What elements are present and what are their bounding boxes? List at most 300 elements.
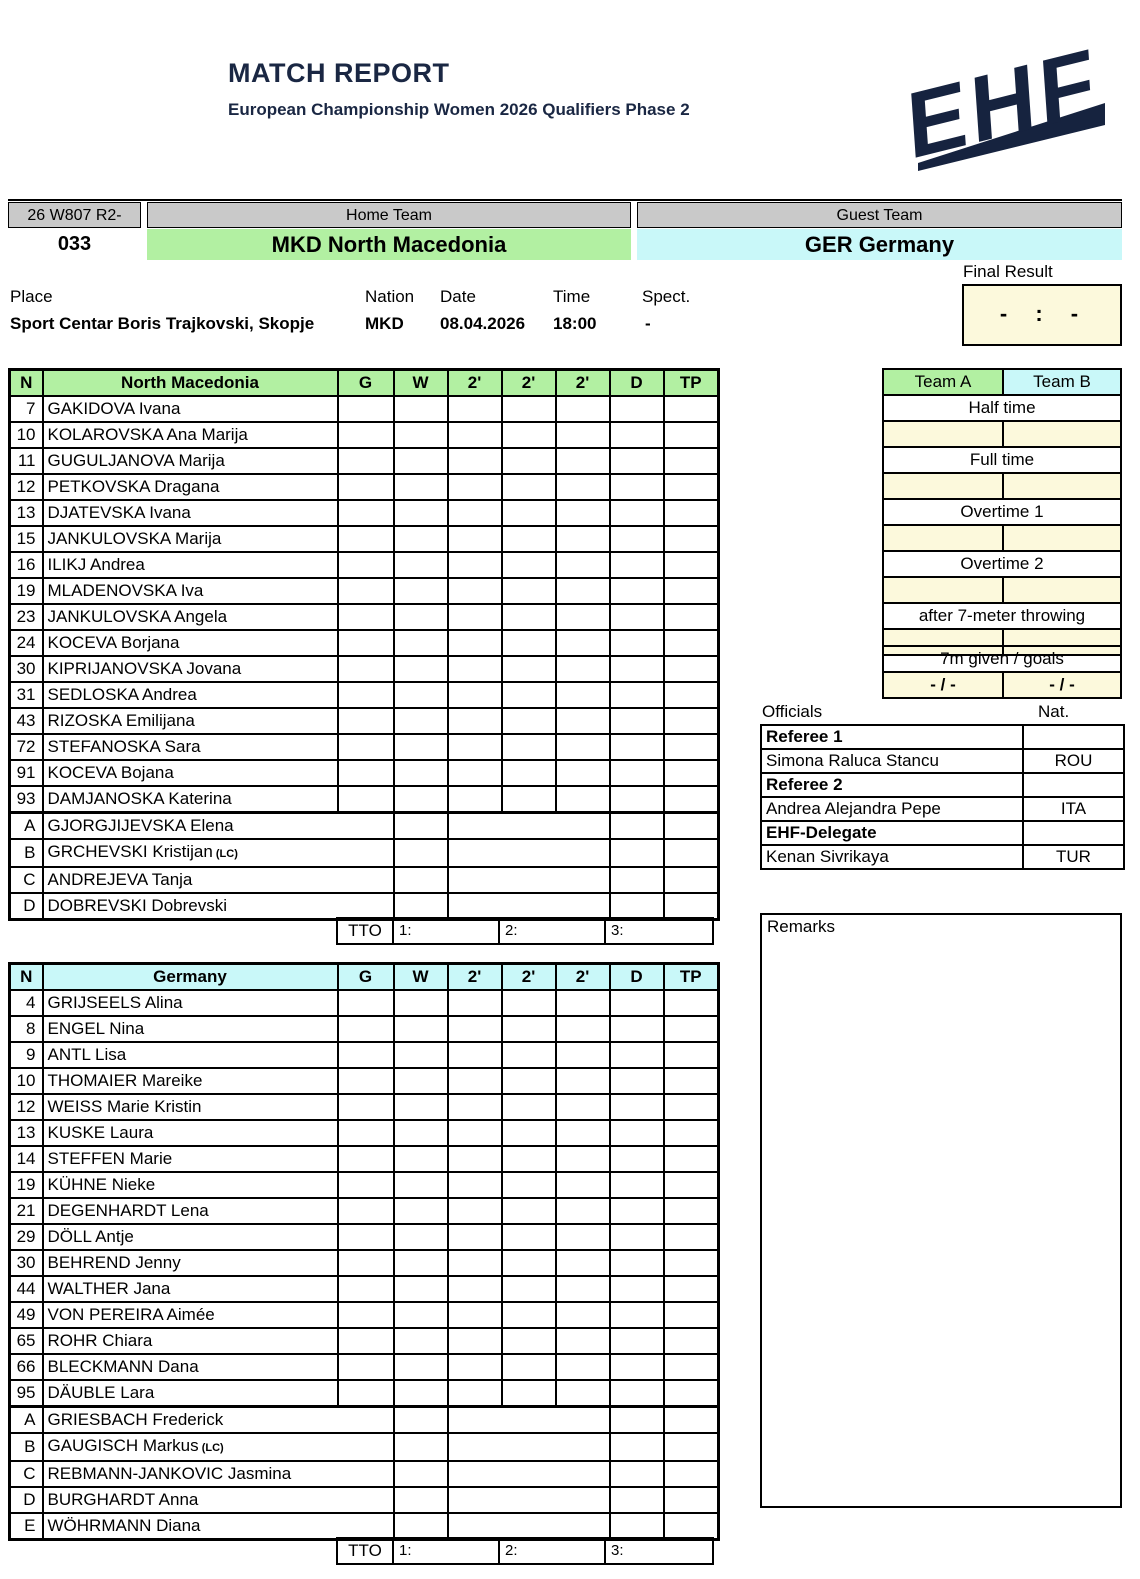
player-row — [10, 500, 719, 526]
stat-cell — [556, 1328, 610, 1354]
stat-cell — [448, 1146, 502, 1172]
player-name: BEHREND Jenny — [43, 1250, 338, 1276]
stat-cell — [610, 1068, 664, 1094]
stat-cell — [394, 839, 448, 867]
player-row — [10, 396, 719, 422]
player-number: 16 — [10, 552, 43, 578]
player-number: 11 — [10, 448, 43, 474]
player-number: 30 — [10, 1250, 43, 1276]
tto-slot-2: 2: — [499, 918, 605, 944]
stat-cell — [448, 1487, 610, 1513]
stat-cell — [610, 1016, 664, 1042]
home-team-label-cell: Home Team — [147, 202, 631, 228]
player-name: MLADENOVSKA Iva — [43, 578, 338, 604]
stat-cell — [556, 656, 610, 682]
player-name: SEDLOSKA Andrea — [43, 682, 338, 708]
stat-cell — [502, 1250, 556, 1276]
stat-cell — [448, 760, 502, 786]
player-row — [10, 656, 719, 682]
col-header: G — [338, 370, 394, 397]
official-letter: E — [10, 1513, 43, 1540]
official-letter: A — [10, 813, 43, 840]
stat-cell — [394, 1250, 448, 1276]
stat-cell — [556, 526, 610, 552]
official-role-row — [761, 725, 1124, 749]
stat-cell — [610, 786, 664, 813]
team-official-row — [10, 1513, 719, 1540]
player-row — [10, 630, 719, 656]
stat-cell — [502, 1016, 556, 1042]
nation-value: MKD — [365, 314, 404, 333]
stat-cell — [664, 526, 719, 552]
stat-cell — [502, 422, 556, 448]
stat-cell — [448, 1380, 502, 1407]
stat-cell — [556, 1016, 610, 1042]
stat-cell — [664, 1120, 719, 1146]
stat-cell — [556, 500, 610, 526]
stat-cell — [338, 682, 394, 708]
stat-cell — [394, 1354, 448, 1380]
stat-cell — [664, 867, 719, 893]
player-number: 23 — [10, 604, 43, 630]
officials-title: Officials — [762, 702, 823, 721]
stat-cell — [448, 448, 502, 474]
score-section-label-row — [883, 603, 1121, 629]
stat-cell — [610, 1224, 664, 1250]
stat-cell — [338, 474, 394, 500]
player-row — [10, 1354, 719, 1380]
stat-cell — [664, 1380, 719, 1407]
stat-cell — [556, 578, 610, 604]
player-row — [10, 1094, 719, 1120]
stat-cell — [664, 1172, 719, 1198]
stat-cell — [502, 552, 556, 578]
col-header: TP — [664, 964, 719, 991]
ehf-logo — [900, 15, 1120, 180]
score-value-b — [1003, 577, 1121, 603]
stat-cell — [610, 604, 664, 630]
stat-cell — [338, 526, 394, 552]
stat-cell — [502, 1094, 556, 1120]
stat-cell — [502, 1172, 556, 1198]
col-header: 2' — [448, 370, 502, 397]
stat-cell — [448, 1328, 502, 1354]
stat-cell — [448, 1302, 502, 1328]
official-name-row — [761, 749, 1124, 773]
score-value-b — [1003, 421, 1121, 447]
stat-cell — [338, 1198, 394, 1224]
stat-cell — [556, 448, 610, 474]
stat-cell — [394, 1461, 448, 1487]
stat-cell — [556, 1094, 610, 1120]
stat-cell — [610, 1276, 664, 1302]
team-official-row — [10, 1461, 719, 1487]
stat-cell — [610, 1198, 664, 1224]
stat-cell — [610, 990, 664, 1016]
stat-cell — [448, 839, 610, 867]
tto-slot-1: 1: — [393, 918, 499, 944]
sevenm-panel — [882, 645, 1122, 699]
stat-cell — [664, 1513, 719, 1540]
player-number: 13 — [10, 1120, 43, 1146]
player-name: DÄUBLE Lara — [43, 1380, 338, 1407]
player-name: JANKULOVSKA Angela — [43, 604, 338, 630]
stat-cell — [664, 1433, 719, 1461]
official-name: WÖHRMANN Diana — [43, 1513, 394, 1540]
stat-cell — [338, 1328, 394, 1354]
player-row — [10, 682, 719, 708]
stat-cell — [502, 990, 556, 1016]
team-official-row — [10, 893, 719, 920]
stat-cell — [502, 1042, 556, 1068]
stat-cell — [610, 1172, 664, 1198]
player-name: DEGENHARDT Lena — [43, 1198, 338, 1224]
tto-label: TTO — [337, 918, 393, 944]
player-number: 10 — [10, 1068, 43, 1094]
stat-cell — [664, 396, 719, 422]
score-value-b — [1003, 473, 1121, 499]
stat-cell — [556, 1380, 610, 1407]
stat-cell — [338, 1094, 394, 1120]
sevenm-value-a: - / - — [883, 672, 1003, 698]
player-row — [10, 1224, 719, 1250]
stat-cell — [502, 526, 556, 552]
stat-cell — [556, 1354, 610, 1380]
place-label: Place — [10, 287, 53, 306]
player-row — [10, 578, 719, 604]
official-nat: ROU — [1023, 749, 1124, 773]
stat-cell — [502, 1120, 556, 1146]
player-name: STEFFEN Marie — [43, 1146, 338, 1172]
stat-cell — [394, 1016, 448, 1042]
score-section-label: Overtime 1 — [883, 499, 1121, 525]
official-person-name: Simona Raluca Stancu — [761, 749, 1023, 773]
official-role: Referee 2 — [761, 773, 1023, 797]
score-value-row — [883, 577, 1121, 603]
player-row — [10, 1172, 719, 1198]
stat-cell — [448, 813, 610, 840]
stat-cell — [502, 396, 556, 422]
player-row — [10, 1302, 719, 1328]
stat-cell — [448, 526, 502, 552]
guest-team-name: GER Germany — [637, 229, 1122, 260]
player-number: 72 — [10, 734, 43, 760]
stat-cell — [556, 1302, 610, 1328]
stat-cell — [556, 396, 610, 422]
place-value: Sport Centar Boris Trajkovski, Skopje — [10, 314, 315, 333]
remarks-box — [760, 913, 1122, 1508]
stat-cell — [394, 813, 448, 840]
stat-cell — [394, 500, 448, 526]
stat-cell — [394, 1042, 448, 1068]
stat-cell — [502, 448, 556, 474]
stat-cell — [394, 1328, 448, 1354]
stat-cell — [610, 448, 664, 474]
official-letter: C — [10, 867, 43, 893]
stat-cell — [664, 893, 719, 920]
official-person-name: Kenan Sivrikaya — [761, 845, 1023, 869]
stat-cell — [664, 1198, 719, 1224]
stat-cell — [556, 604, 610, 630]
score-value-a — [883, 577, 1003, 603]
stat-cell — [338, 1276, 394, 1302]
col-header: 2' — [502, 964, 556, 991]
date-value: 08.04.2026 — [440, 314, 526, 333]
stat-cell — [664, 813, 719, 840]
official-role-nat — [1023, 725, 1124, 749]
score-header-row — [883, 369, 1121, 395]
stat-cell — [664, 1042, 719, 1068]
stat-cell — [394, 1513, 448, 1540]
page-subtitle: European Championship Women 2026 Qualifiers Phase 2 — [228, 100, 690, 119]
stat-cell — [664, 1146, 719, 1172]
tto-slot-3: 3: — [605, 1538, 713, 1564]
stat-cell — [610, 734, 664, 760]
stat-cell — [664, 1461, 719, 1487]
stat-cell — [338, 1146, 394, 1172]
stat-cell — [448, 500, 502, 526]
stat-cell — [664, 760, 719, 786]
player-name: ENGEL Nina — [43, 1016, 338, 1042]
stat-cell — [664, 578, 719, 604]
stat-cell — [502, 1198, 556, 1224]
stat-cell — [338, 1068, 394, 1094]
stat-cell — [664, 682, 719, 708]
stat-cell — [394, 1146, 448, 1172]
stat-cell — [610, 813, 664, 840]
score-section-label-row — [883, 551, 1121, 577]
player-name: DÖLL Antje — [43, 1224, 338, 1250]
stat-cell — [556, 734, 610, 760]
official-letter: D — [10, 1487, 43, 1513]
stat-cell — [610, 1407, 664, 1434]
col-header: D — [610, 370, 664, 397]
player-name: BLECKMANN Dana — [43, 1354, 338, 1380]
stat-cell — [664, 422, 719, 448]
nation-label: Nation — [365, 287, 415, 306]
stat-cell — [610, 1250, 664, 1276]
stat-cell — [664, 656, 719, 682]
stat-cell — [556, 474, 610, 500]
header-top-rule — [8, 199, 1122, 201]
player-number: 31 — [10, 682, 43, 708]
stat-cell — [556, 990, 610, 1016]
team-b-header: Team B — [1003, 369, 1121, 395]
team-official-row — [10, 867, 719, 893]
score-section-label-row — [883, 447, 1121, 473]
stat-cell — [664, 708, 719, 734]
col-n-header: N — [10, 964, 43, 991]
tto-slot-3: 3: — [605, 918, 713, 944]
stat-cell — [610, 1513, 664, 1540]
player-number: 29 — [10, 1224, 43, 1250]
stat-cell — [448, 1250, 502, 1276]
tto-row — [337, 1538, 713, 1564]
stat-cell — [448, 708, 502, 734]
stat-cell — [664, 1276, 719, 1302]
player-row — [10, 1276, 719, 1302]
stat-cell — [502, 708, 556, 734]
player-row — [10, 1068, 719, 1094]
stat-cell — [610, 1433, 664, 1461]
stat-cell — [448, 786, 502, 813]
stat-cell — [556, 1146, 610, 1172]
stat-cell — [394, 867, 448, 893]
stat-cell — [394, 526, 448, 552]
official-name-row — [761, 845, 1124, 869]
official-role-row — [761, 821, 1124, 845]
stat-cell — [556, 760, 610, 786]
player-row — [10, 552, 719, 578]
roster-table-guest — [8, 962, 720, 1541]
stat-cell — [338, 786, 394, 813]
stat-cell — [556, 708, 610, 734]
stat-cell — [610, 396, 664, 422]
roster-header-row — [10, 964, 719, 991]
stat-cell — [610, 1380, 664, 1407]
stat-cell — [502, 1224, 556, 1250]
stat-cell — [394, 422, 448, 448]
stat-cell — [610, 474, 664, 500]
stat-cell — [448, 1042, 502, 1068]
tto-label: TTO — [337, 1538, 393, 1564]
final-result-box: - : - — [962, 284, 1122, 346]
remarks-label: Remarks — [767, 917, 836, 936]
stat-cell — [448, 578, 502, 604]
tto-row — [337, 918, 713, 944]
stat-cell — [394, 474, 448, 500]
player-name: GRIJSEELS Alina — [43, 990, 338, 1016]
official-letter: B — [10, 1433, 43, 1461]
stat-cell — [556, 630, 610, 656]
stat-cell — [394, 656, 448, 682]
score-section-label-row — [883, 499, 1121, 525]
stat-cell — [610, 682, 664, 708]
tto-table-guest — [336, 1537, 714, 1565]
team-official-row — [10, 1433, 719, 1461]
stat-cell — [556, 1172, 610, 1198]
stat-cell — [610, 1302, 664, 1328]
player-row — [10, 448, 719, 474]
stat-cell — [394, 786, 448, 813]
stat-cell — [394, 552, 448, 578]
home-team-name: MKD North Macedonia — [147, 229, 631, 260]
official-name: BURGHARDT Anna — [43, 1487, 394, 1513]
stat-cell — [394, 1120, 448, 1146]
match-code-cell: 26 W807 R2- — [8, 202, 141, 228]
player-name: DAMJANOSKA Katerina — [43, 786, 338, 813]
player-row — [10, 786, 719, 813]
stat-cell — [448, 1172, 502, 1198]
player-row — [10, 1198, 719, 1224]
stat-cell — [502, 1328, 556, 1354]
stat-cell — [664, 1224, 719, 1250]
stat-cell — [338, 656, 394, 682]
ehf-logo-text: EHF — [903, 27, 1102, 180]
player-row — [10, 526, 719, 552]
player-name: DJATEVSKA Ivana — [43, 500, 338, 526]
score-section-label: Overtime 2 — [883, 551, 1121, 577]
stat-cell — [610, 500, 664, 526]
stat-cell — [394, 578, 448, 604]
official-suffix: (LC) — [198, 1442, 224, 1454]
stat-cell — [338, 990, 394, 1016]
stat-cell — [610, 1042, 664, 1068]
stat-cell — [502, 578, 556, 604]
col-header: D — [610, 964, 664, 991]
stat-cell — [338, 578, 394, 604]
stat-cell — [664, 1487, 719, 1513]
stat-cell — [556, 1068, 610, 1094]
player-number: 12 — [10, 474, 43, 500]
score-value-row — [883, 473, 1121, 499]
col-header: W — [394, 370, 448, 397]
official-role: EHF-Delegate — [761, 821, 1023, 845]
player-number: 19 — [10, 1172, 43, 1198]
official-role-nat — [1023, 773, 1124, 797]
stat-cell — [338, 1380, 394, 1407]
score-value-row — [883, 421, 1121, 447]
player-number: 21 — [10, 1198, 43, 1224]
stat-cell — [664, 786, 719, 813]
stat-cell — [664, 1407, 719, 1434]
stat-cell — [338, 552, 394, 578]
roster-header-row — [10, 370, 719, 397]
stat-cell — [556, 1198, 610, 1224]
stat-cell — [448, 656, 502, 682]
stat-cell — [448, 893, 610, 920]
stat-cell — [610, 1354, 664, 1380]
stat-cell — [664, 1302, 719, 1328]
stat-cell — [610, 578, 664, 604]
stat-cell — [664, 1250, 719, 1276]
player-name: JANKULOVSKA Marija — [43, 526, 338, 552]
official-letter: C — [10, 1461, 43, 1487]
stat-cell — [448, 1513, 610, 1540]
player-number: 19 — [10, 578, 43, 604]
player-name: PETKOVSKA Dragana — [43, 474, 338, 500]
stat-cell — [610, 1461, 664, 1487]
stat-cell — [664, 1068, 719, 1094]
col-header: G — [338, 964, 394, 991]
stat-cell — [394, 734, 448, 760]
tto-slot-1: 1: — [393, 1538, 499, 1564]
stat-cell — [502, 604, 556, 630]
col-header: TP — [664, 370, 719, 397]
stat-cell — [610, 422, 664, 448]
stat-cell — [610, 1094, 664, 1120]
player-row — [10, 1328, 719, 1354]
stat-cell — [610, 630, 664, 656]
player-number: 13 — [10, 500, 43, 526]
stat-cell — [338, 1120, 394, 1146]
stat-cell — [448, 1068, 502, 1094]
stat-cell — [394, 1487, 448, 1513]
stat-cell — [502, 1380, 556, 1407]
player-name: THOMAIER Mareike — [43, 1068, 338, 1094]
time-value: 18:00 — [553, 314, 597, 333]
player-row — [10, 708, 719, 734]
col-header: 2' — [448, 964, 502, 991]
player-number: 10 — [10, 422, 43, 448]
stat-cell — [502, 1068, 556, 1094]
player-number: 9 — [10, 1042, 43, 1068]
stat-cell — [610, 893, 664, 920]
team-official-row — [10, 839, 719, 867]
player-row — [10, 1120, 719, 1146]
player-number: 66 — [10, 1354, 43, 1380]
score-value-b — [1003, 525, 1121, 551]
